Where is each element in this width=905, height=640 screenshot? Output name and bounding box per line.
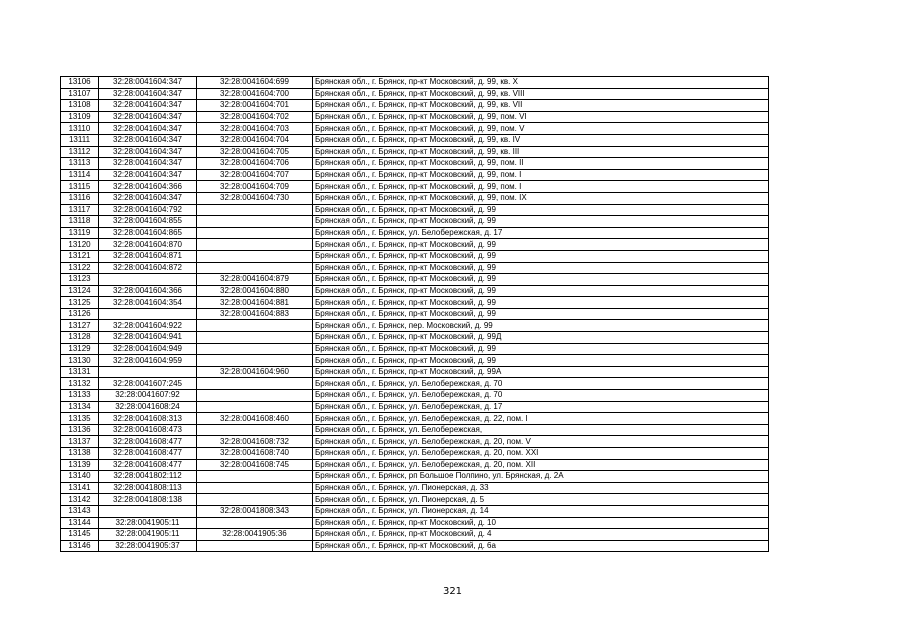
address-cell: Брянская обл., г. Брянск, пр-кт Московский, д. 99 bbox=[313, 297, 769, 309]
table-row bbox=[61, 540, 769, 552]
object-number-cell bbox=[197, 517, 313, 529]
table-row bbox=[61, 424, 769, 436]
row-number-cell: 13120 bbox=[61, 239, 99, 251]
table-row bbox=[61, 274, 769, 286]
object-number-cell bbox=[197, 378, 313, 390]
table-row bbox=[61, 471, 769, 483]
address-cell: Брянская обл., г. Брянск, ул. Белобережская, д. 70 bbox=[313, 390, 769, 402]
address-cell: Брянская обл., г. Брянск, пр-кт Московский, д. 10 bbox=[313, 517, 769, 529]
row-number-cell: 13118 bbox=[61, 216, 99, 228]
object-number-cell: 32:28:0041604:881 bbox=[197, 297, 313, 309]
table-row bbox=[61, 262, 769, 274]
cadastral-number-cell: 32:28:0041604:347 bbox=[99, 134, 197, 146]
cadastral-number-cell: 32:28:0041608:24 bbox=[99, 401, 197, 413]
table-row bbox=[61, 529, 769, 541]
row-number-cell: 13109 bbox=[61, 111, 99, 123]
cadastral-number-cell: 32:28:0041604:855 bbox=[99, 216, 197, 228]
address-cell: Брянская обл., г. Брянск, пр-кт Московский, д. 99, кв. X bbox=[313, 77, 769, 89]
table-row bbox=[61, 308, 769, 320]
table-row bbox=[61, 77, 769, 89]
row-number-cell: 13130 bbox=[61, 355, 99, 367]
address-cell: Брянская обл., г. Брянск, ул. Пионерская, д. 14 bbox=[313, 505, 769, 517]
table-row bbox=[61, 505, 769, 517]
row-number-cell: 13121 bbox=[61, 250, 99, 262]
table-row bbox=[61, 517, 769, 529]
cadastral-number-cell: 32:28:0041604:959 bbox=[99, 355, 197, 367]
table-body bbox=[61, 77, 769, 552]
row-number-cell: 13131 bbox=[61, 366, 99, 378]
table-row bbox=[61, 111, 769, 123]
address-cell: Брянская обл., г. Брянск, пр-кт Московский, д. 99Д bbox=[313, 332, 769, 344]
object-number-cell bbox=[197, 355, 313, 367]
object-number-cell bbox=[197, 471, 313, 483]
table-row bbox=[61, 494, 769, 506]
address-cell: Брянская обл., г. Брянск, пр-кт Московский, д. 99 bbox=[313, 262, 769, 274]
cadastral-number-cell: 32:28:0041604:347 bbox=[99, 77, 197, 89]
address-cell: Брянская обл., г. Брянск, пр-кт Московский, д. 99 bbox=[313, 250, 769, 262]
row-number-cell: 13137 bbox=[61, 436, 99, 448]
table-row bbox=[61, 413, 769, 425]
row-number-cell: 13145 bbox=[61, 529, 99, 541]
row-number-cell: 13127 bbox=[61, 320, 99, 332]
row-number-cell: 13133 bbox=[61, 390, 99, 402]
object-number-cell bbox=[197, 482, 313, 494]
cadastral-number-cell: 32:28:0041604:347 bbox=[99, 111, 197, 123]
table-row bbox=[61, 134, 769, 146]
row-number-cell: 13126 bbox=[61, 308, 99, 320]
object-number-cell: 32:28:0041604:702 bbox=[197, 111, 313, 123]
object-number-cell: 32:28:0041905:36 bbox=[197, 529, 313, 541]
cadastral-number-cell: 32:28:0041604:871 bbox=[99, 250, 197, 262]
address-cell: Брянская обл., г. Брянск, пер. Московский, д. 99 bbox=[313, 320, 769, 332]
table-row bbox=[61, 482, 769, 494]
row-number-cell: 13146 bbox=[61, 540, 99, 552]
address-cell: Брянская обл., г. Брянск, пр-кт Московский, д. 99А bbox=[313, 366, 769, 378]
cadastral-number-cell bbox=[99, 308, 197, 320]
row-number-cell: 13122 bbox=[61, 262, 99, 274]
cadastral-number-cell: 32:28:0041607:245 bbox=[99, 378, 197, 390]
address-cell: Брянская обл., г. Брянск, пр-кт Московский, д. 99, кв. III bbox=[313, 146, 769, 158]
table-row bbox=[61, 239, 769, 251]
row-number-cell: 13124 bbox=[61, 285, 99, 297]
table-row bbox=[61, 123, 769, 135]
object-number-cell bbox=[197, 239, 313, 251]
address-cell: Брянская обл., г. Брянск, пр-кт Московский, д. 99, пом. V bbox=[313, 123, 769, 135]
object-number-cell bbox=[197, 343, 313, 355]
table-row bbox=[61, 320, 769, 332]
address-cell: Брянская обл., г. Брянск, пр-кт Московский, д. 4 bbox=[313, 529, 769, 541]
object-number-cell bbox=[197, 227, 313, 239]
cadastral-number-cell: 32:28:0041808:138 bbox=[99, 494, 197, 506]
cadastral-number-cell: 32:28:0041604:922 bbox=[99, 320, 197, 332]
cadastral-number-cell: 32:28:0041905:11 bbox=[99, 517, 197, 529]
row-number-cell: 13144 bbox=[61, 517, 99, 529]
object-number-cell: 32:28:0041604:960 bbox=[197, 366, 313, 378]
row-number-cell: 13116 bbox=[61, 192, 99, 204]
table-row bbox=[61, 401, 769, 413]
cadastral-number-cell: 32:28:0041604:949 bbox=[99, 343, 197, 355]
row-number-cell: 13106 bbox=[61, 77, 99, 89]
table-row bbox=[61, 250, 769, 262]
table-row bbox=[61, 297, 769, 309]
address-cell: Брянская обл., г. Брянск, ул. Белобережская, д. 20, пом. V bbox=[313, 436, 769, 448]
address-cell: Брянская обл., г. Брянск, пр-кт Московский, д. 99 bbox=[313, 239, 769, 251]
cadastral-number-cell: 32:28:0041604:347 bbox=[99, 169, 197, 181]
row-number-cell: 13125 bbox=[61, 297, 99, 309]
address-cell: Брянская обл., г. Брянск, ул. Белобережская, д. 20, пом. XXI bbox=[313, 448, 769, 460]
cadastral-number-cell bbox=[99, 366, 197, 378]
object-number-cell bbox=[197, 216, 313, 228]
object-number-cell: 32:28:0041604:880 bbox=[197, 285, 313, 297]
table-row bbox=[61, 227, 769, 239]
row-number-cell: 13108 bbox=[61, 100, 99, 112]
table-row bbox=[61, 436, 769, 448]
row-number-cell: 13143 bbox=[61, 505, 99, 517]
row-number-cell: 13115 bbox=[61, 181, 99, 193]
cadastral-number-cell: 32:28:0041604:941 bbox=[99, 332, 197, 344]
cadastral-number-cell: 32:28:0041608:477 bbox=[99, 459, 197, 471]
row-number-cell: 13140 bbox=[61, 471, 99, 483]
address-cell: Брянская обл., г. Брянск, пр-кт Московский, д. 6а bbox=[313, 540, 769, 552]
page-number: 321 bbox=[442, 586, 463, 597]
object-number-cell bbox=[197, 332, 313, 344]
object-number-cell bbox=[197, 494, 313, 506]
row-number-cell: 13138 bbox=[61, 448, 99, 460]
table-row bbox=[61, 216, 769, 228]
object-number-cell: 32:28:0041604:879 bbox=[197, 274, 313, 286]
table-row bbox=[61, 146, 769, 158]
table-row bbox=[61, 158, 769, 170]
row-number-cell: 13111 bbox=[61, 134, 99, 146]
cadastral-number-cell: 32:28:0041604:347 bbox=[99, 123, 197, 135]
cadastral-number-cell bbox=[99, 505, 197, 517]
address-cell: Брянская обл., г. Брянск, пр-кт Московский, д. 99, пом. IX bbox=[313, 192, 769, 204]
row-number-cell: 13110 bbox=[61, 123, 99, 135]
address-cell: Брянская обл., г. Брянск, ул. Белобережская, д. 22, пом. I bbox=[313, 413, 769, 425]
address-cell: Брянская обл., г. Брянск, пр-кт Московский, д. 99, пом. VI bbox=[313, 111, 769, 123]
address-cell: Брянская обл., г. Брянск, пр-кт Московский, д. 99, кв. IV bbox=[313, 134, 769, 146]
cadastral-number-cell: 32:28:0041604:347 bbox=[99, 192, 197, 204]
address-cell: Брянская обл., г. Брянск, ул. Пионерская, д. 5 bbox=[313, 494, 769, 506]
table-row bbox=[61, 192, 769, 204]
cadastral-number-cell: 32:28:0041604:347 bbox=[99, 88, 197, 100]
object-number-cell: 32:28:0041608:745 bbox=[197, 459, 313, 471]
cadastral-number-cell: 32:28:0041608:313 bbox=[99, 413, 197, 425]
cadastral-number-cell: 32:28:0041604:872 bbox=[99, 262, 197, 274]
address-cell: Брянская обл., г. Брянск, пр-кт Московский, д. 99 bbox=[313, 355, 769, 367]
row-number-cell: 13134 bbox=[61, 401, 99, 413]
cadastral-number-cell: 32:28:0041604:865 bbox=[99, 227, 197, 239]
row-number-cell: 13141 bbox=[61, 482, 99, 494]
cadastral-number-cell: 32:28:0041802:112 bbox=[99, 471, 197, 483]
object-number-cell: 32:28:0041604:699 bbox=[197, 77, 313, 89]
cadastral-number-cell: 32:28:0041604:347 bbox=[99, 100, 197, 112]
table-row bbox=[61, 343, 769, 355]
address-cell: Брянская обл., г. Брянск, пр-кт Московский, д. 99 bbox=[313, 204, 769, 216]
cadastral-number-cell: 32:28:0041608:477 bbox=[99, 436, 197, 448]
address-cell: Брянская обл., г. Брянск, пр-кт Московский, д. 99, кв. VIII bbox=[313, 88, 769, 100]
cadastral-number-cell: 32:28:0041608:477 bbox=[99, 448, 197, 460]
cadastral-number-cell: 32:28:0041604:792 bbox=[99, 204, 197, 216]
cadastral-number-cell: 32:28:0041604:347 bbox=[99, 146, 197, 158]
table-row bbox=[61, 355, 769, 367]
address-cell: Брянская обл., г. Брянск, пр-кт Московский, д. 99 bbox=[313, 308, 769, 320]
address-cell: Брянская обл., г. Брянск, пр-кт Московский, д. 99 bbox=[313, 343, 769, 355]
object-number-cell: 32:28:0041608:732 bbox=[197, 436, 313, 448]
row-number-cell: 13117 bbox=[61, 204, 99, 216]
object-number-cell: 32:28:0041808:343 bbox=[197, 505, 313, 517]
table-row bbox=[61, 204, 769, 216]
object-number-cell: 32:28:0041604:700 bbox=[197, 88, 313, 100]
object-number-cell: 32:28:0041604:883 bbox=[197, 308, 313, 320]
cadastral-number-cell: 32:28:0041808:113 bbox=[99, 482, 197, 494]
row-number-cell: 13119 bbox=[61, 227, 99, 239]
row-number-cell: 13107 bbox=[61, 88, 99, 100]
object-number-cell: 32:28:0041608:460 bbox=[197, 413, 313, 425]
row-number-cell: 13132 bbox=[61, 378, 99, 390]
address-cell: Брянская обл., г. Брянск, ул. Пионерская, д. 33 bbox=[313, 482, 769, 494]
address-cell: Брянская обл., г. Брянск, ул. Белобережская, д. 70 bbox=[313, 378, 769, 390]
row-number-cell: 13129 bbox=[61, 343, 99, 355]
address-cell: Брянская обл., г. Брянск, ул. Белобережская, bbox=[313, 424, 769, 436]
row-number-cell: 13135 bbox=[61, 413, 99, 425]
cadastral-number-cell: 32:28:0041604:366 bbox=[99, 181, 197, 193]
table-row bbox=[61, 366, 769, 378]
address-cell: Брянская обл., г. Брянск, пр-кт Московский, д. 99, кв. VII bbox=[313, 100, 769, 112]
row-number-cell: 13142 bbox=[61, 494, 99, 506]
object-number-cell bbox=[197, 424, 313, 436]
object-number-cell bbox=[197, 320, 313, 332]
cadastral-number-cell: 32:28:0041604:870 bbox=[99, 239, 197, 251]
table-row bbox=[61, 100, 769, 112]
table-row bbox=[61, 181, 769, 193]
row-number-cell: 13114 bbox=[61, 169, 99, 181]
object-number-cell: 32:28:0041604:705 bbox=[197, 146, 313, 158]
object-number-cell: 32:28:0041604:707 bbox=[197, 169, 313, 181]
address-cell: Брянская обл., г. Брянск, ул. Белобережская, д. 17 bbox=[313, 227, 769, 239]
cadastral-number-cell: 32:28:0041905:11 bbox=[99, 529, 197, 541]
cadastral-number-cell bbox=[99, 274, 197, 286]
address-cell: Брянская обл., г. Брянск, ул. Белобережская, д. 17 bbox=[313, 401, 769, 413]
cadastral-number-cell: 32:28:0041604:366 bbox=[99, 285, 197, 297]
row-number-cell: 13113 bbox=[61, 158, 99, 170]
table-row bbox=[61, 459, 769, 471]
object-number-cell bbox=[197, 401, 313, 413]
cadastral-number-cell: 32:28:0041607:92 bbox=[99, 390, 197, 402]
table-row bbox=[61, 448, 769, 460]
address-cell: Брянская обл., г. Брянск, пр-кт Московский, д. 99 bbox=[313, 216, 769, 228]
object-number-cell: 32:28:0041604:704 bbox=[197, 134, 313, 146]
address-cell: Брянская обл., г. Брянск, ул. Белобережская, д. 20, пом. XII bbox=[313, 459, 769, 471]
table-row bbox=[61, 332, 769, 344]
object-number-cell bbox=[197, 262, 313, 274]
table-row bbox=[61, 390, 769, 402]
cadastral-number-cell: 32:28:0041604:354 bbox=[99, 297, 197, 309]
table-row bbox=[61, 169, 769, 181]
cadastral-number-cell: 32:28:0041604:347 bbox=[99, 158, 197, 170]
address-cell: Брянская обл., г. Брянск, пр-кт Московский, д. 99, пом. I bbox=[313, 181, 769, 193]
table-row bbox=[61, 378, 769, 390]
address-cell: Брянская обл., г. Брянск, пр-кт Московский, д. 99, пом. I bbox=[313, 169, 769, 181]
object-number-cell bbox=[197, 250, 313, 262]
address-cell: Брянская обл., г. Брянск, рп Большое Полпино, ул. Брянская, д. 2А bbox=[313, 471, 769, 483]
object-number-cell: 32:28:0041608:740 bbox=[197, 448, 313, 460]
object-number-cell: 32:28:0041604:706 bbox=[197, 158, 313, 170]
object-number-cell: 32:28:0041604:703 bbox=[197, 123, 313, 135]
row-number-cell: 13123 bbox=[61, 274, 99, 286]
object-number-cell bbox=[197, 204, 313, 216]
object-number-cell: 32:28:0041604:709 bbox=[197, 181, 313, 193]
object-number-cell: 32:28:0041604:701 bbox=[197, 100, 313, 112]
cadastral-number-cell: 32:28:0041905:37 bbox=[99, 540, 197, 552]
data-table bbox=[60, 76, 769, 552]
object-number-cell bbox=[197, 390, 313, 402]
row-number-cell: 13112 bbox=[61, 146, 99, 158]
table-row bbox=[61, 285, 769, 297]
row-number-cell: 13128 bbox=[61, 332, 99, 344]
cadastral-number-cell: 32:28:0041608:473 bbox=[99, 424, 197, 436]
table-row bbox=[61, 88, 769, 100]
address-cell: Брянская обл., г. Брянск, пр-кт Московский, д. 99, пом. II bbox=[313, 158, 769, 170]
row-number-cell: 13136 bbox=[61, 424, 99, 436]
row-number-cell: 13139 bbox=[61, 459, 99, 471]
object-number-cell bbox=[197, 540, 313, 552]
address-cell: Брянская обл., г. Брянск, пр-кт Московский, д. 99 bbox=[313, 274, 769, 286]
address-cell: Брянская обл., г. Брянск, пр-кт Московский, д. 99 bbox=[313, 285, 769, 297]
object-number-cell: 32:28:0041604:730 bbox=[197, 192, 313, 204]
